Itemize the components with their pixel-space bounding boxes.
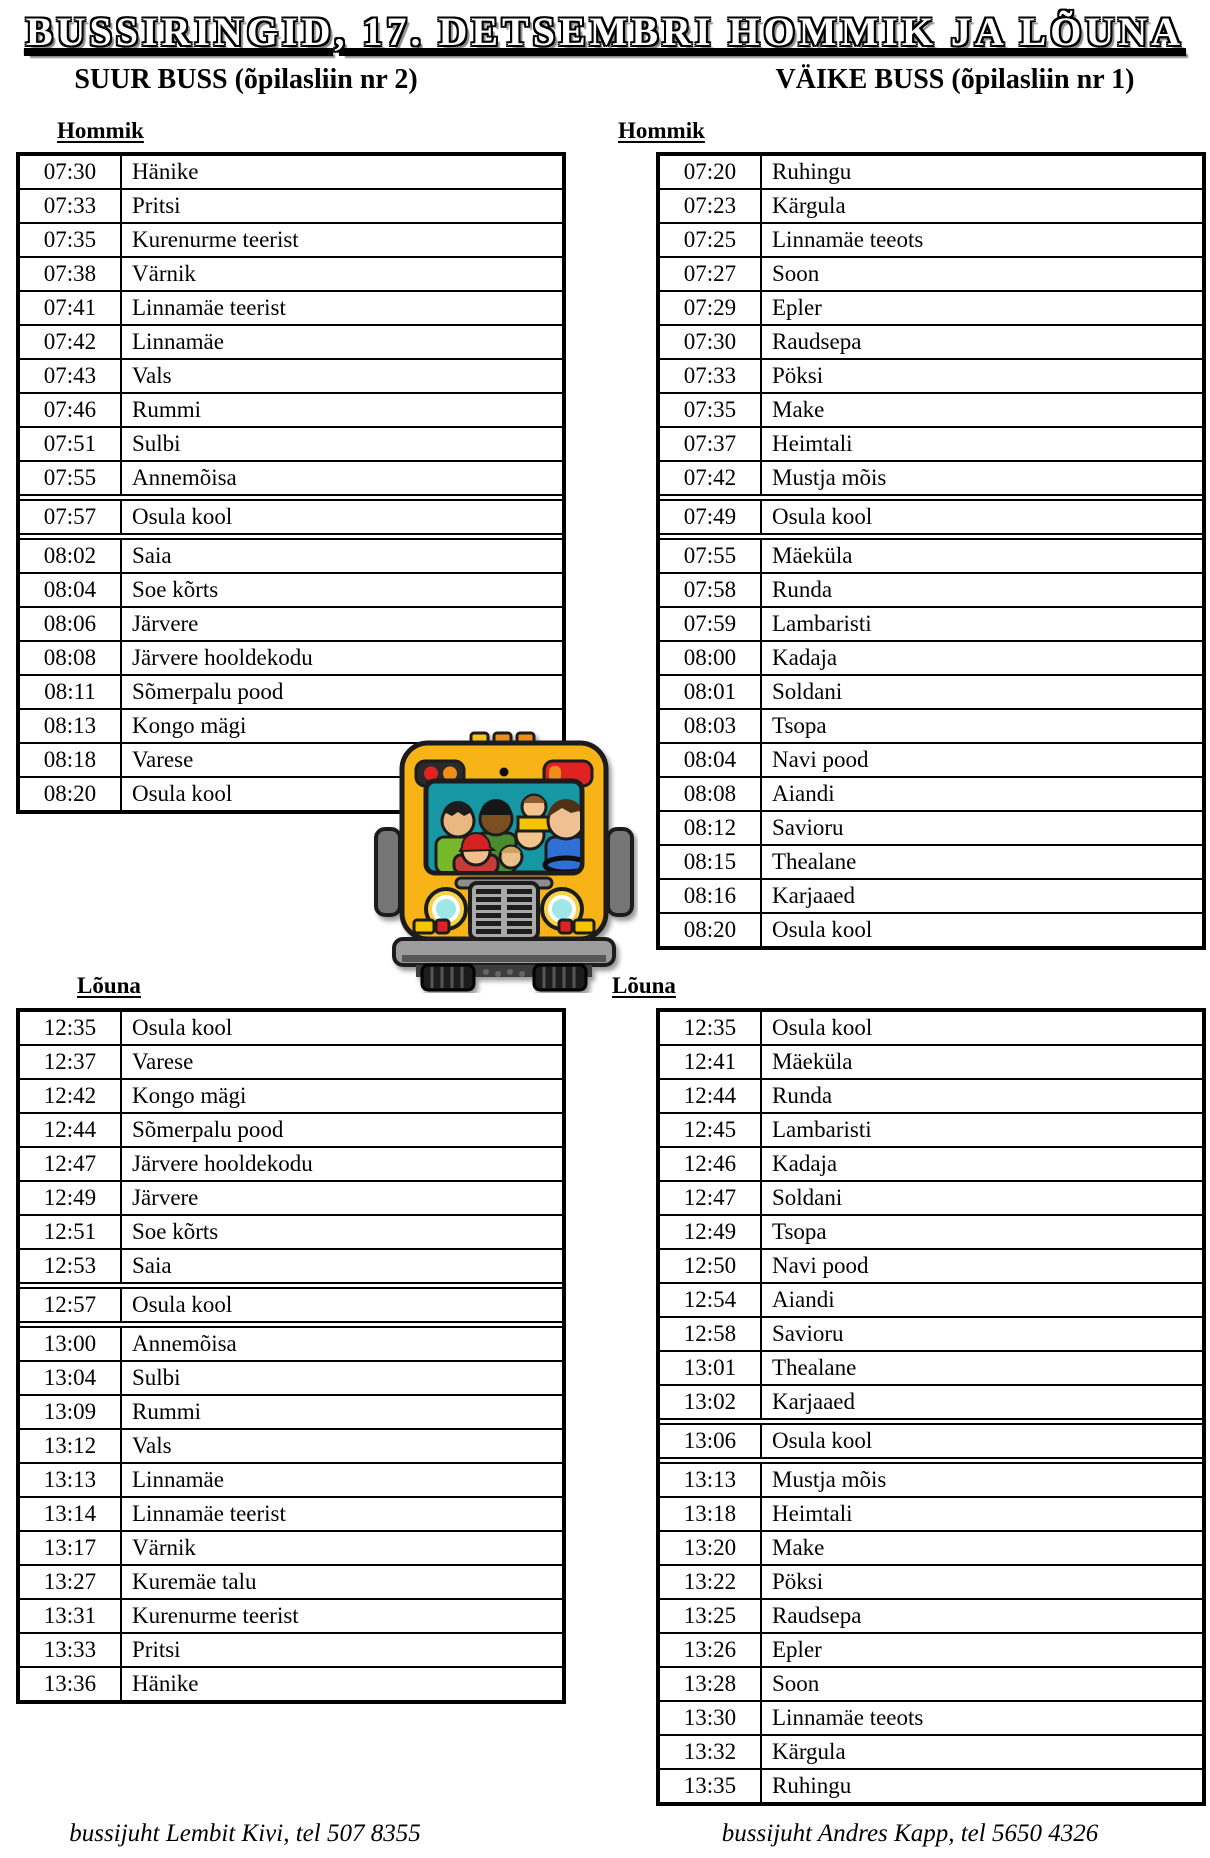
stop-name: Heimtali <box>772 1501 853 1526</box>
stop-time: 13:01 <box>660 1352 762 1384</box>
stop-name: Runda <box>772 577 833 602</box>
stop-time: 07:35 <box>660 394 762 426</box>
stop-time: 07:59 <box>660 608 762 640</box>
schedule-row <box>660 1248 1202 1282</box>
stop-name: Järvere hooldekodu <box>132 645 313 670</box>
schedule-row <box>20 222 562 256</box>
stop-name: Mäeküla <box>772 1049 853 1074</box>
schedule-row <box>20 540 562 572</box>
stop-name: Make <box>772 397 825 422</box>
stop-time: 07:42 <box>20 326 122 358</box>
stop-time: 12:44 <box>20 1114 122 1146</box>
stop-time: 07:37 <box>660 428 762 460</box>
stop-name: Linnamäe teeots <box>772 1705 924 1730</box>
stop-name: Rummi <box>132 1399 202 1424</box>
stop-name: Kärgula <box>772 193 846 218</box>
stop-time: 07:46 <box>20 394 122 426</box>
stop-name: Raudsepa <box>772 1603 862 1628</box>
stop-time: 12:41 <box>660 1046 762 1078</box>
stop-time: 13:35 <box>660 1770 762 1802</box>
schedule-row <box>20 1666 562 1700</box>
stop-time: 12:53 <box>20 1250 122 1282</box>
schedule-row <box>660 1180 1202 1214</box>
stop-name: Osula kool <box>132 504 233 529</box>
stop-time: 07:55 <box>660 540 762 572</box>
stop-name: Linnamäe teeots <box>772 227 924 252</box>
schedule-row <box>660 1112 1202 1146</box>
heading-big-bus-morning: Hommik <box>57 118 144 143</box>
schedule-row <box>20 256 562 290</box>
stop-name: Kongo mägi <box>132 713 247 738</box>
schedule-row <box>660 1496 1202 1530</box>
stop-time: 08:13 <box>20 710 122 742</box>
schedule-row <box>20 1598 562 1632</box>
stop-time: 08:20 <box>660 914 762 946</box>
stop-name: Järvere <box>132 1185 199 1210</box>
subtitle-small-bus: VÄIKE BUSS (õpilasliin nr 1) <box>775 64 1135 95</box>
stop-time: 13:04 <box>20 1362 122 1394</box>
stop-name: Hänike <box>132 159 199 184</box>
schedule-row <box>660 494 1202 540</box>
stop-name: Annemõisa <box>132 1331 237 1356</box>
stop-time: 13:20 <box>660 1532 762 1564</box>
schedule-row <box>20 1044 562 1078</box>
stop-time: 12:35 <box>20 1012 122 1044</box>
stop-name: Sulbi <box>132 431 181 456</box>
stop-time: 13:36 <box>20 1668 122 1700</box>
schedule-row <box>20 1360 562 1394</box>
stop-time: 08:02 <box>20 540 122 572</box>
schedule-row <box>20 1428 562 1462</box>
stop-time: 13:13 <box>20 1464 122 1496</box>
stop-time: 07:27 <box>660 258 762 290</box>
schedule-row <box>660 222 1202 256</box>
stop-time: 07:55 <box>20 462 122 494</box>
schedule-row <box>20 392 562 426</box>
stop-time: 08:08 <box>660 778 762 810</box>
stop-name: Thealane <box>772 849 857 874</box>
stop-name: Soe kõrts <box>132 577 219 602</box>
stop-time: 12:47 <box>660 1182 762 1214</box>
schedule-row <box>660 708 1202 742</box>
schedule-row <box>20 494 562 540</box>
schedule-table-big-bus-noon <box>16 1008 566 1704</box>
stop-name: Thealane <box>772 1355 857 1380</box>
stop-name: Make <box>772 1535 825 1560</box>
stop-time: 07:38 <box>20 258 122 290</box>
stop-time: 08:01 <box>660 676 762 708</box>
schedule-row <box>660 1044 1202 1078</box>
stop-time: 12:58 <box>660 1318 762 1350</box>
stop-time: 07:58 <box>660 574 762 606</box>
driver-note-big-bus: bussijuht Lembit Kivi, tel 507 8355 <box>69 1820 421 1847</box>
stop-time: 13:02 <box>660 1386 762 1418</box>
stop-time: 13:31 <box>20 1600 122 1632</box>
stop-time: 08:20 <box>20 778 122 810</box>
stop-name: Vals <box>132 1433 172 1458</box>
schedule-row <box>660 256 1202 290</box>
stop-name: Osula kool <box>772 1428 873 1453</box>
stop-name: Soldani <box>772 1185 843 1210</box>
stop-time: 12:54 <box>660 1284 762 1316</box>
page-title: BUSSIRINGID, 17. DETSEMBRI HOMMIK JA LÕUNA <box>25 9 1185 54</box>
schedule-row <box>20 674 562 708</box>
schedule-row <box>660 810 1202 844</box>
schedule-row <box>20 1248 562 1282</box>
schedule-row <box>660 540 1202 572</box>
stop-time: 13:00 <box>20 1328 122 1360</box>
stop-time: 12:49 <box>20 1182 122 1214</box>
schedule-row <box>660 392 1202 426</box>
stop-time: 07:30 <box>660 326 762 358</box>
schedule-row <box>660 1350 1202 1384</box>
stop-time: 12:35 <box>660 1012 762 1044</box>
stop-name: Värnik <box>132 261 196 286</box>
schedule-row <box>660 742 1202 776</box>
stop-time: 12:42 <box>20 1080 122 1112</box>
stop-time: 13:13 <box>660 1464 762 1496</box>
stop-time: 12:45 <box>660 1114 762 1146</box>
stop-time: 07:23 <box>660 190 762 222</box>
schedule-row <box>660 358 1202 392</box>
schedule-row <box>20 1180 562 1214</box>
schedule-row <box>20 358 562 392</box>
stop-name: Linnamäe <box>132 1467 224 1492</box>
stop-name: Mustja mõis <box>772 1467 887 1492</box>
stop-name: Järvere <box>132 611 199 636</box>
stop-name: Kurenurme teerist <box>132 227 299 252</box>
schedule-row <box>20 1282 562 1328</box>
stop-name: Värnik <box>132 1535 196 1560</box>
stop-time: 13:28 <box>660 1668 762 1700</box>
stop-name: Linnamäe teerist <box>132 295 286 320</box>
stop-time: 08:15 <box>660 846 762 878</box>
stop-time: 08:12 <box>660 812 762 844</box>
stop-time: 13:32 <box>660 1736 762 1768</box>
stop-time: 08:04 <box>660 744 762 776</box>
heading-big-bus-noon: Lõuna <box>77 973 141 998</box>
stop-name: Osula kool <box>772 917 873 942</box>
schedule-row <box>660 1598 1202 1632</box>
stop-time: 13:06 <box>660 1425 762 1457</box>
schedule-row <box>20 324 562 358</box>
stop-name: Epler <box>772 295 822 320</box>
schedule-row <box>660 1146 1202 1180</box>
driver-note-small-bus: bussijuht Andres Kapp, tel 5650 4326 <box>721 1820 1099 1847</box>
schedule-row <box>660 878 1202 912</box>
schedule-row <box>660 1666 1202 1700</box>
stop-name: Soon <box>772 261 820 286</box>
stop-name: Tsopa <box>772 713 827 738</box>
stop-name: Pöksi <box>772 1569 824 1594</box>
stop-time: 07:35 <box>20 224 122 256</box>
stop-time: 07:30 <box>20 156 122 188</box>
stop-time: 13:26 <box>660 1634 762 1666</box>
stop-name: Järvere hooldekodu <box>132 1151 313 1176</box>
schedule-table-small-bus-morning <box>656 152 1206 950</box>
stop-name: Osula kool <box>132 781 233 806</box>
stop-time: 08:04 <box>20 574 122 606</box>
stop-name: Ruhingu <box>772 1773 852 1798</box>
stop-name: Savioru <box>772 1321 844 1346</box>
stop-name: Linnamäe <box>132 329 224 354</box>
stop-name: Savioru <box>772 815 844 840</box>
stop-name: Osula kool <box>772 504 873 529</box>
stop-name: Tsopa <box>772 1219 827 1244</box>
schedule-row <box>20 290 562 324</box>
stop-name: Pöksi <box>772 363 824 388</box>
stop-name: Rummi <box>132 397 202 422</box>
stop-name: Hänike <box>132 1671 199 1696</box>
stop-name: Runda <box>772 1083 833 1108</box>
schedule-row <box>660 912 1202 946</box>
stop-time: 13:18 <box>660 1498 762 1530</box>
schedule-row <box>660 1282 1202 1316</box>
schedule-row <box>20 1394 562 1428</box>
stop-name: Mustja mõis <box>772 465 887 490</box>
stop-time: 07:57 <box>20 501 122 533</box>
stop-name: Pritsi <box>132 193 181 218</box>
stop-name: Mäeküla <box>772 543 853 568</box>
stop-time: 13:30 <box>660 1702 762 1734</box>
schedule-row <box>660 1700 1202 1734</box>
stop-name: Soon <box>772 1671 820 1696</box>
schedule-row <box>20 572 562 606</box>
schedule-row <box>660 1214 1202 1248</box>
school-bus-image <box>370 731 638 993</box>
subtitle-big-bus: SUUR BUSS (õpilasliin nr 2) <box>74 64 418 95</box>
schedule-row <box>20 1632 562 1666</box>
schedule-row <box>660 1530 1202 1564</box>
stop-name: Vals <box>132 363 172 388</box>
stop-time: 07:29 <box>660 292 762 324</box>
stop-name: Osula kool <box>772 1015 873 1040</box>
stop-name: Kadaja <box>772 1151 838 1176</box>
stop-time: 13:25 <box>660 1600 762 1632</box>
stop-time: 07:43 <box>20 360 122 392</box>
stop-name: Sulbi <box>132 1365 181 1390</box>
stop-name: Osula kool <box>132 1292 233 1317</box>
stop-time: 07:25 <box>660 224 762 256</box>
stop-time: 07:51 <box>20 428 122 460</box>
schedule-row <box>660 426 1202 460</box>
stop-time: 13:17 <box>20 1532 122 1564</box>
schedule-row <box>20 1146 562 1180</box>
schedule-row <box>660 674 1202 708</box>
stop-name: Soe kõrts <box>132 1219 219 1244</box>
stop-time: 13:14 <box>20 1498 122 1530</box>
schedule-row <box>20 1012 562 1044</box>
schedule-row <box>660 188 1202 222</box>
stop-time: 08:00 <box>660 642 762 674</box>
schedule-row <box>660 1418 1202 1464</box>
stop-name: Kärgula <box>772 1739 846 1764</box>
schedule-row <box>20 1530 562 1564</box>
stop-time: 12:49 <box>660 1216 762 1248</box>
stop-name: Pritsi <box>132 1637 181 1662</box>
schedule-row <box>20 1564 562 1598</box>
schedule-table-big-bus-morning <box>16 152 566 814</box>
schedule-row <box>660 324 1202 358</box>
stop-time: 12:44 <box>660 1080 762 1112</box>
stop-name: Epler <box>772 1637 822 1662</box>
schedule-row <box>20 156 562 188</box>
stop-name: Kongo mägi <box>132 1083 247 1108</box>
stop-name: Navi pood <box>772 747 869 772</box>
stop-time: 08:06 <box>20 608 122 640</box>
stop-name: Kadaja <box>772 645 838 670</box>
stop-time: 08:03 <box>660 710 762 742</box>
stop-name: Ruhingu <box>772 159 852 184</box>
stop-name: Kuremäe talu <box>132 1569 257 1594</box>
schedule-row <box>20 1112 562 1146</box>
stop-time: 08:18 <box>20 744 122 776</box>
stop-time: 13:12 <box>20 1430 122 1462</box>
stop-name: Aiandi <box>772 1287 835 1312</box>
stop-name: Kurenurme teerist <box>132 1603 299 1628</box>
schedule-row <box>20 640 562 674</box>
heading-small-bus-morning: Hommik <box>618 118 705 143</box>
schedule-row <box>660 844 1202 878</box>
stop-name: Linnamäe teerist <box>132 1501 286 1526</box>
schedule-row <box>660 460 1202 494</box>
stop-name: Saia <box>132 1253 172 1278</box>
stop-name: Annemõisa <box>132 465 237 490</box>
stop-time: 07:49 <box>660 501 762 533</box>
stop-time: 07:33 <box>660 360 762 392</box>
schedule-row <box>20 1462 562 1496</box>
stop-time: 13:27 <box>20 1566 122 1598</box>
schedule-row <box>660 1564 1202 1598</box>
stop-time: 08:11 <box>20 676 122 708</box>
stop-name: Karjaaed <box>772 883 855 908</box>
stop-time: 12:37 <box>20 1046 122 1078</box>
stop-name: Sõmerpalu pood <box>132 679 284 704</box>
schedule-row <box>660 1632 1202 1666</box>
stop-name: Lambaristi <box>772 1117 872 1142</box>
stop-time: 12:51 <box>20 1216 122 1248</box>
stop-name: Lambaristi <box>772 611 872 636</box>
schedule-row <box>20 188 562 222</box>
school-bus-icon <box>370 731 638 993</box>
schedule-row <box>660 1768 1202 1802</box>
heading-small-bus-noon: Lõuna <box>612 973 676 998</box>
stop-time: 07:41 <box>20 292 122 324</box>
schedule-row <box>20 1328 562 1360</box>
stop-name: Sõmerpalu pood <box>132 1117 284 1142</box>
stop-time: 12:57 <box>20 1289 122 1321</box>
stop-time: 08:08 <box>20 642 122 674</box>
stop-name: Osula kool <box>132 1015 233 1040</box>
stop-name: Karjaaed <box>772 1389 855 1414</box>
stop-time: 13:09 <box>20 1396 122 1428</box>
schedule-row <box>20 460 562 494</box>
stop-time: 07:20 <box>660 156 762 188</box>
schedule-table-small-bus-noon <box>656 1008 1206 1806</box>
stop-name: Heimtali <box>772 431 853 456</box>
schedule-row <box>660 156 1202 188</box>
schedule-row <box>660 290 1202 324</box>
stop-time: 13:33 <box>20 1634 122 1666</box>
schedule-row <box>20 426 562 460</box>
stop-time: 12:47 <box>20 1148 122 1180</box>
schedule-row <box>660 1734 1202 1768</box>
schedule-row <box>20 1214 562 1248</box>
schedule-row <box>660 776 1202 810</box>
schedule-row <box>660 1384 1202 1418</box>
stop-name: Aiandi <box>772 781 835 806</box>
stop-time: 07:33 <box>20 190 122 222</box>
stop-name: Navi pood <box>772 1253 869 1278</box>
stop-name: Soldani <box>772 679 843 704</box>
schedule-row <box>660 1464 1202 1496</box>
schedule-row <box>660 1012 1202 1044</box>
schedule-row <box>660 1316 1202 1350</box>
schedule-row <box>660 606 1202 640</box>
stop-time: 08:16 <box>660 880 762 912</box>
stop-time: 12:46 <box>660 1148 762 1180</box>
schedule-row <box>20 1496 562 1530</box>
schedule-row <box>660 640 1202 674</box>
schedule-row <box>20 1078 562 1112</box>
stop-time: 13:22 <box>660 1566 762 1598</box>
stop-name: Saia <box>132 543 172 568</box>
schedule-row <box>660 1078 1202 1112</box>
stop-name: Varese <box>132 1049 194 1074</box>
stop-time: 12:50 <box>660 1250 762 1282</box>
schedule-row <box>660 572 1202 606</box>
stop-time: 07:42 <box>660 462 762 494</box>
stop-name: Varese <box>132 747 194 772</box>
stop-name: Raudsepa <box>772 329 862 354</box>
schedule-row <box>20 606 562 640</box>
